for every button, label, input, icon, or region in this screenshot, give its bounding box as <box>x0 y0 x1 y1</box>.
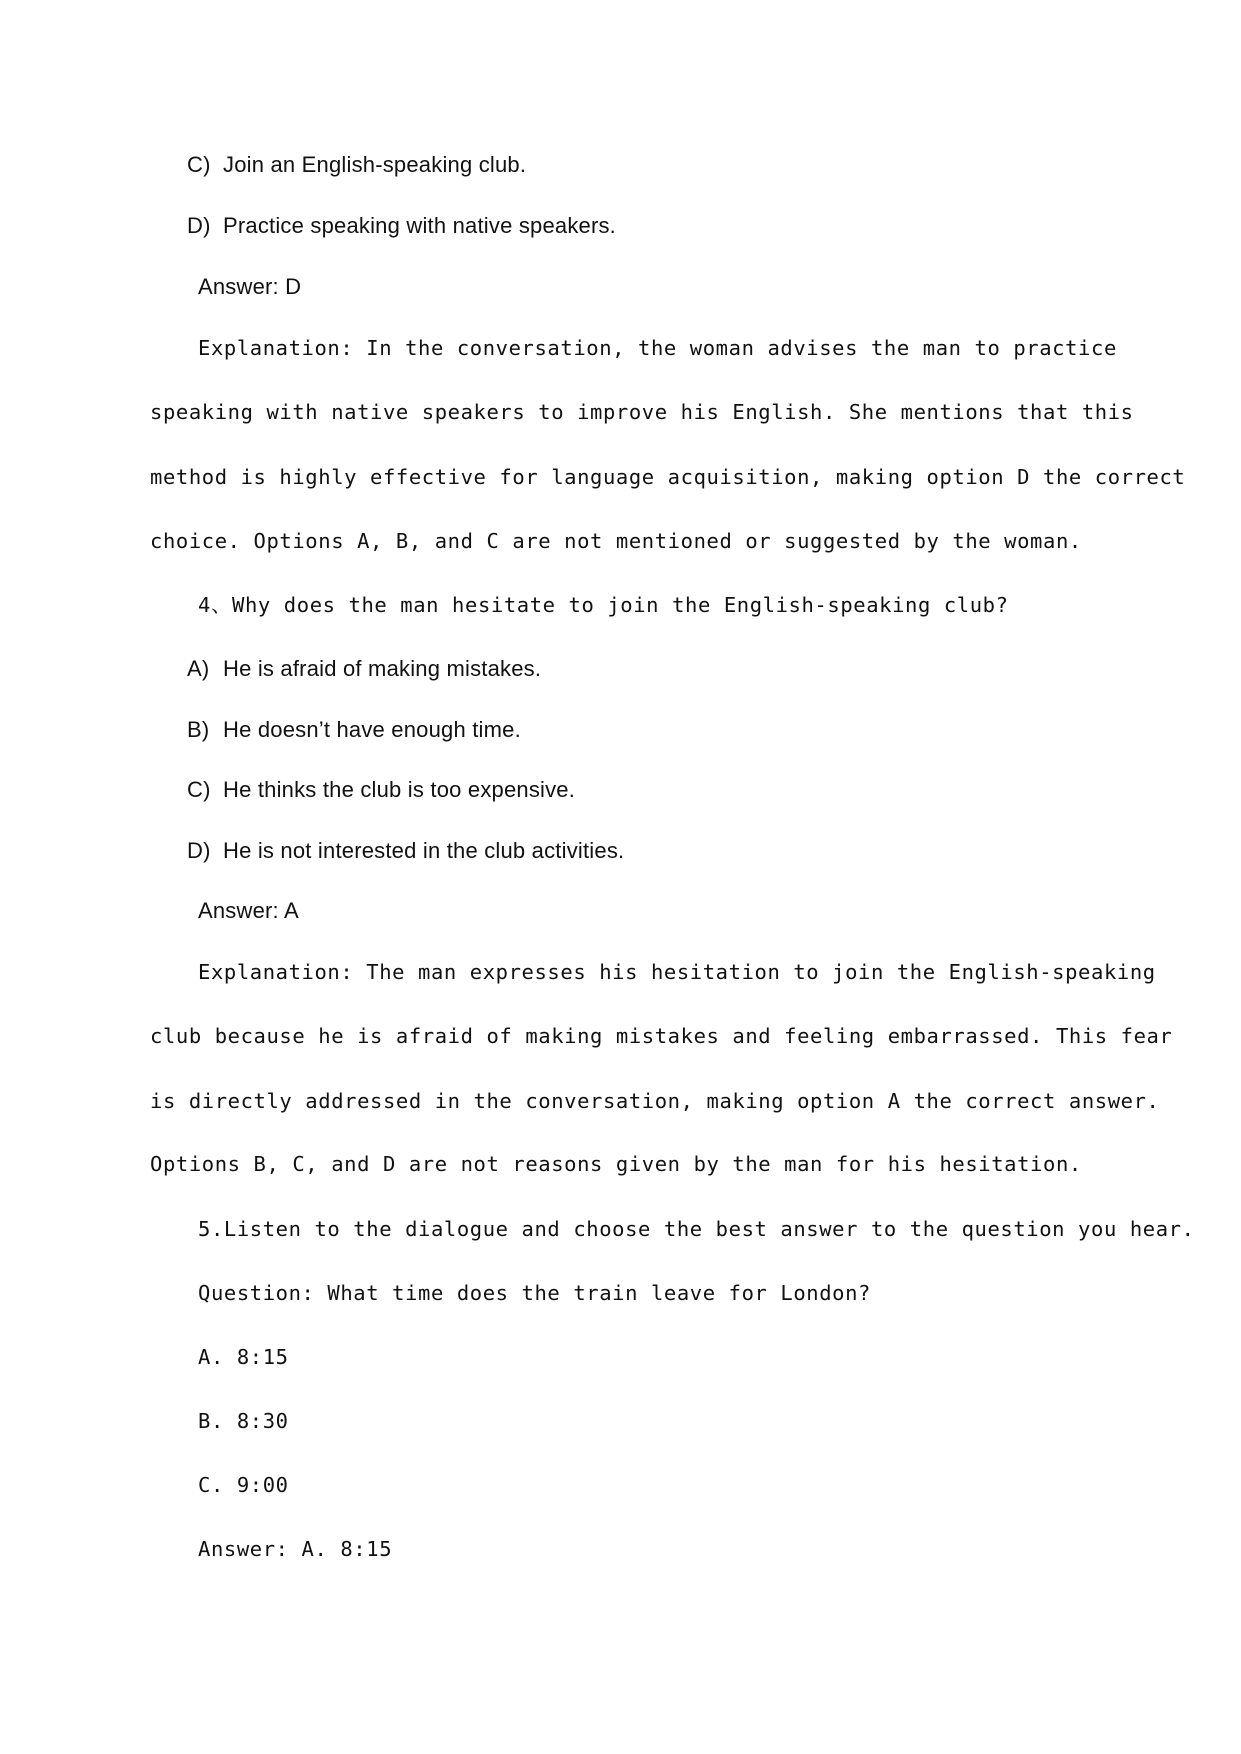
option-d <box>187 840 624 862</box>
explanation-line: speaking with native speakers to improve his English. She mentions that this <box>150 400 1134 424</box>
option-text: Practice speaking with native speakers. <box>223 213 616 238</box>
option-letter: A) <box>187 656 210 681</box>
option-letter: C) <box>187 777 211 802</box>
option-b <box>187 719 521 741</box>
option-d <box>187 215 616 237</box>
option-c <box>187 154 526 176</box>
explanation-line: club because he is afraid of making mistakes and feeling embarrassed. This fear <box>150 1024 1173 1048</box>
option-text: Join an English-speaking club. <box>223 152 527 177</box>
explanation-line: Explanation: In the conversation, the woman advises the man to practice <box>198 336 1117 360</box>
explanation-line: is directly addressed in the conversation, making option A the correct answer. <box>150 1089 1160 1113</box>
option-c <box>187 779 575 801</box>
answer-line: Answer: A. 8:15 <box>198 1537 393 1561</box>
option-letter: D) <box>187 213 211 238</box>
question-4: 4、Why does the man hesitate to join the English-speaking club? <box>198 593 1009 617</box>
option-b: B. 8:30 <box>198 1409 289 1433</box>
option-letter: B) <box>187 717 210 742</box>
option-text: He thinks the club is too expensive. <box>223 777 576 802</box>
explanation-line: method is highly effective for language acquisition, making option D the correct <box>150 465 1186 489</box>
option-text: He is not interested in the club activities. <box>223 838 625 863</box>
option-c: C. 9:00 <box>198 1473 289 1497</box>
explanation-line: Explanation: The man expresses his hesitation to join the English-speaking <box>198 960 1156 984</box>
option-a <box>187 658 541 680</box>
question-5: Question: What time does the train leave for London? <box>198 1281 871 1305</box>
explanation-line: Options B, C, and D are not reasons given by the man for his hesitation. <box>150 1152 1082 1176</box>
instruction-line: 5.Listen to the dialogue and choose the best answer to the question you hear. <box>198 1217 1195 1241</box>
answer-line: Answer: D <box>198 274 302 299</box>
answer-line: Answer: A <box>198 898 299 923</box>
option-letter: C) <box>187 152 211 177</box>
option-a: A. 8:15 <box>198 1345 289 1369</box>
explanation-line: choice. Options A, B, and C are not mentioned or suggested by the woman. <box>150 529 1082 553</box>
option-text: He doesn’t have enough time. <box>223 717 521 742</box>
option-text: He is afraid of making mistakes. <box>223 656 542 681</box>
option-letter: D) <box>187 838 211 863</box>
